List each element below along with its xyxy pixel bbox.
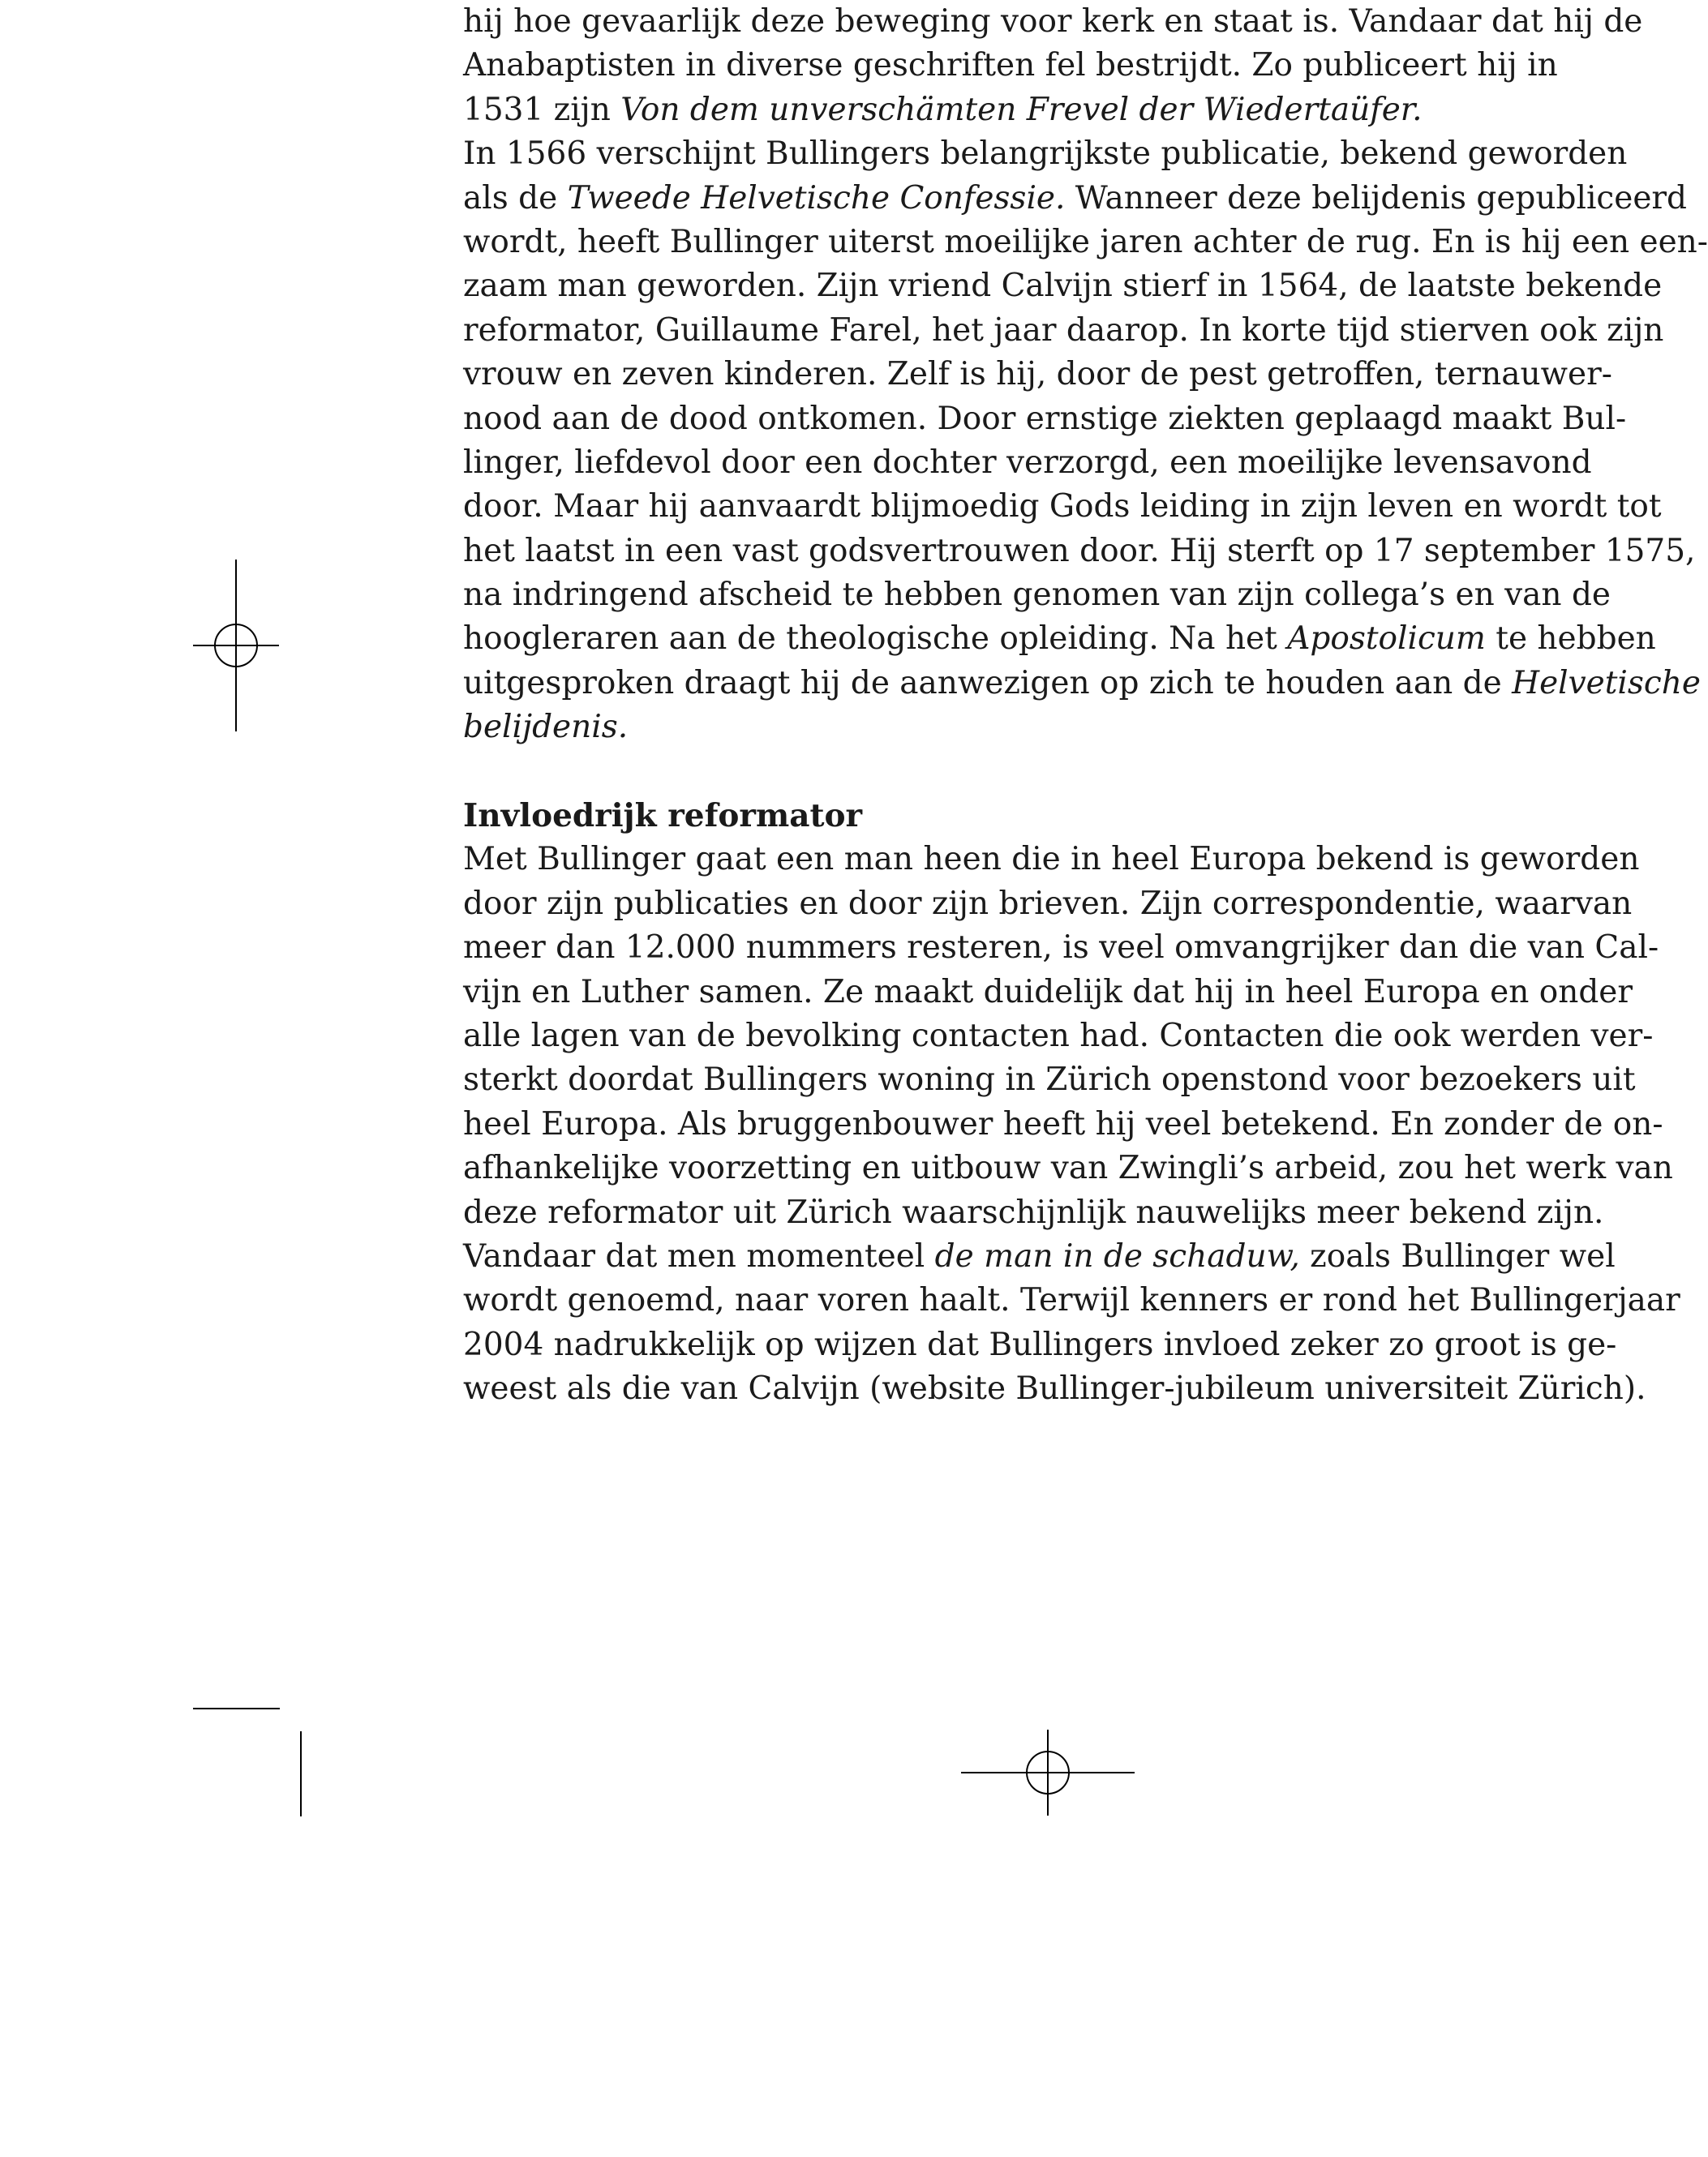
apostolicum-term: Apostolicum xyxy=(1287,620,1486,658)
text-line xyxy=(463,617,1656,661)
text-line: hij hoe gevaarlijk deze beweging voor kerk en staat is. Vandaar dat hij de xyxy=(463,3,1643,40)
text-line: het laatst in een vast godsvertrouwen door. Hij sterft op 17 september 1575, xyxy=(463,532,1696,569)
text-line: alle lagen van de bevolking contacten had. Contacten die ook werden ver- xyxy=(463,1017,1654,1054)
text-fragment: zoals Bullinger wel xyxy=(1299,1237,1616,1275)
text-line: door zijn publicaties en door zijn brieven. Zijn correspondentie, waarvan xyxy=(463,885,1633,922)
text-line: zaam man geworden. Zijn vriend Calvijn stierf in 1564, de laatste bekende xyxy=(463,268,1663,305)
text-line xyxy=(463,1235,1616,1279)
book-title-helvetische-confessie: Tweede Helvetische Confessie. xyxy=(567,179,1066,217)
document-body xyxy=(463,0,1708,1412)
text-fragment: uitgesproken draagt hij de aanwezigen op zich te houden aan de xyxy=(463,664,1513,701)
text-line: weest als die van Calvijn (website Bullinger-jubileum universiteit Zürich). xyxy=(463,1370,1646,1408)
book-title-von-dem-frevel: Von dem unverschämten Frevel der Wiedertaüfer. xyxy=(620,91,1423,128)
confession-title-part-2: belijdenis. xyxy=(463,709,629,746)
text-line: afhankelijke voorzetting en uitbouw van Zwingli’s arbeid, zou het werk van xyxy=(463,1150,1673,1187)
text-line: Anabaptisten in diverse geschriften fel bestrijdt. Zo publiceert hij in xyxy=(463,47,1558,84)
text-line: In 1566 verschijnt Bullingers belangrijkste publicatie, bekend geworden xyxy=(463,135,1628,173)
registration-mark-left xyxy=(193,560,282,731)
shadow-phrase: de man in de schaduw, xyxy=(934,1237,1300,1275)
text-line xyxy=(463,662,1701,705)
text-line: vrouw en zeven kinderen. Zelf is hij, door de pest getroffen, ternauwer- xyxy=(463,356,1612,393)
text-line: na indringend afscheid te hebben genomen van zijn collega’s en van de xyxy=(463,577,1611,614)
text-line: wordt, heeft Bullinger uiterst moeilijke jaren achter de rug. En is hij een een- xyxy=(463,223,1708,260)
text-line: sterkt doordat Bullingers woning in Zürich openstond voor bezoekers uit xyxy=(463,1061,1636,1099)
text-line: Met Bullinger gaat een man heen die in heel Europa bekend is geworden xyxy=(463,841,1640,878)
text-line: heel Europa. Als bruggenbouwer heeft hij veel betekend. En zonder de on- xyxy=(463,1105,1663,1143)
text-line: deze reformator uit Zürich waarschijnlijk nauwelijks meer bekend zijn. xyxy=(463,1194,1604,1231)
confession-title-part-1: Helvetische xyxy=(1512,664,1701,701)
text-line: vijn en Luther samen. Ze maakt duidelijk dat hij in heel Europa en onder xyxy=(463,973,1633,1010)
text-line: door. Maar hij aanvaardt blijmoedig Gods leiding in zijn leven en wordt tot xyxy=(463,488,1662,525)
text-fragment: als de xyxy=(463,179,568,217)
text-fragment: te hebben xyxy=(1485,620,1656,658)
text-line xyxy=(463,177,1688,221)
text-line: 2004 nadrukkelijk op wijzen dat Bullingers invloed zeker zo groot is ge- xyxy=(463,1326,1617,1363)
text-fragment: hoogleraren aan de theologische opleiding. Na het xyxy=(463,620,1288,658)
text-fragment: Vandaar dat men momenteel xyxy=(463,1237,935,1275)
registration-mark-bottom xyxy=(961,1730,1135,1817)
text-line: reformator, Guillaume Farel, het jaar daarop. In korte tijd stierven ook zijn xyxy=(463,311,1664,349)
text-line: nood aan de dood ontkomen. Door ernstige ziekten geplaagd maakt Bul- xyxy=(463,400,1627,437)
text-fragment: Wanneer deze belijdenis gepubliceerd xyxy=(1065,179,1688,217)
text-line xyxy=(463,88,1517,132)
text-line: linger, liefdevol door een dochter verzorgd, een moeilijke levensavond xyxy=(463,444,1592,481)
section-heading: Invloedrijk reformator xyxy=(463,797,863,835)
text-fragment: 1531 zijn xyxy=(463,91,621,128)
text-line: wordt genoemd, naar voren haalt. Terwijl kenners er rond het Bullingerjaar xyxy=(463,1282,1680,1319)
crop-mark-vertical xyxy=(300,1731,302,1816)
crop-mark-horizontal xyxy=(193,1708,280,1709)
paragraph-gap xyxy=(463,750,1517,794)
text-line: meer dan 12.000 nummers resteren, is veel omvangrijker dan die van Cal- xyxy=(463,929,1659,967)
